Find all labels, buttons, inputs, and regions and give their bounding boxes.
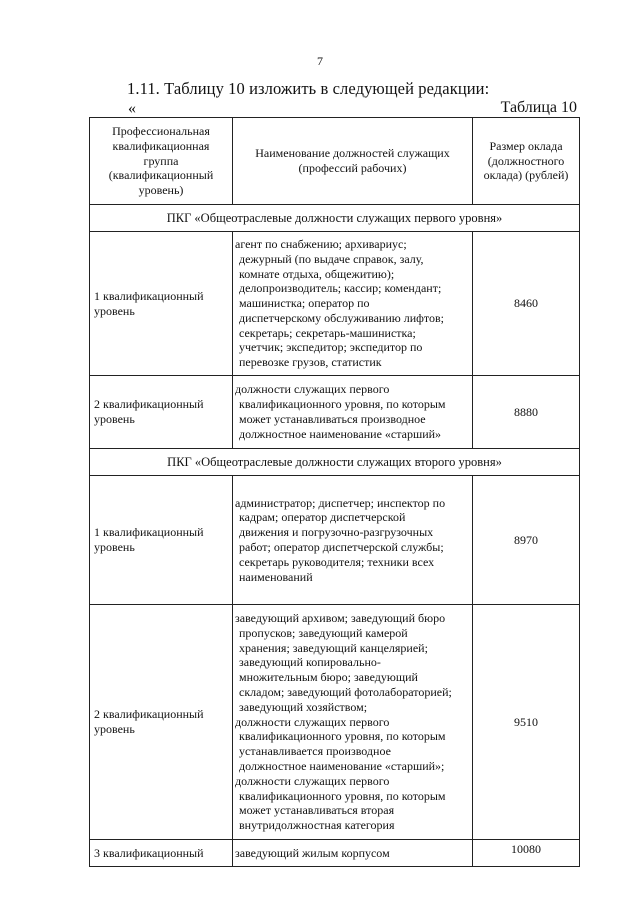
position-name-line: диспетчерскому обслуживанию лифтов; (239, 310, 445, 325)
position-name-line: учетчик; экспедитор; экспедитор по (239, 340, 423, 355)
table-title: Таблица 10 (500, 99, 577, 116)
position-name-line: должностное наименование «старший»; (239, 758, 445, 773)
salary-value: 8970 (473, 476, 580, 605)
position-name-line: агент по снабжению; архивариус; (235, 236, 407, 251)
position-name-line: заведующий жилым корпусом (235, 845, 390, 860)
position-name-line: квалификационного уровня, по которым (239, 788, 446, 803)
section-heading: 1.11. Таблицу 10 изложить в следующей редакции: (127, 79, 490, 98)
position-name-line: множительным бюро; заведующий (239, 670, 418, 685)
position-name-line: хранения; заведующий канцелярией; (239, 640, 428, 655)
group-title: ПКГ «Общеотраслевые должности служащих первого уровня» (90, 205, 580, 232)
table-row (90, 376, 580, 449)
position-name-line: должности служащих первого (235, 773, 390, 788)
position-name-line: комнате отдыха, общежитию); (239, 266, 395, 281)
table-row (90, 232, 580, 376)
qualification-level: 1 квалификационный уровень (90, 232, 233, 376)
position-name-line: квалификационного уровня, по которым (239, 729, 446, 744)
position-names (233, 840, 473, 867)
position-name-line: может устанавливаться вторая (239, 803, 395, 818)
position-name-line: администратор; диспетчер; инспектор по (235, 495, 446, 510)
salary-value: 8880 (473, 376, 580, 449)
position-name-line: дежурный (по выдаче справок, залу, (239, 251, 424, 266)
salary-value: 9510 (473, 605, 580, 840)
position-names (233, 376, 473, 449)
salary-value: 8460 (473, 232, 580, 376)
header-cell-salary: Размер оклада (должностного оклада) (рублей) (473, 118, 580, 205)
table-row (90, 605, 580, 840)
position-name-line: секретарь руководителя; техники всех (239, 554, 435, 569)
position-name-line: складом; заведующий фотолабораторией; (239, 685, 452, 699)
position-names (233, 605, 473, 840)
position-name-line: должности служащих первого (235, 714, 390, 729)
position-names (233, 476, 473, 605)
position-name-line: наименований (239, 569, 313, 584)
salary-value: 10080 (473, 840, 580, 867)
position-name-line: может устанавливаться производное (239, 412, 426, 426)
qualification-level: 1 квалификационный уровень (90, 476, 233, 605)
position-name-line: кадрам; оператор диспетчерской (239, 510, 406, 525)
group-row (90, 449, 580, 476)
qualification-level: 2 квалификационный уровень (90, 376, 233, 449)
table-row (90, 476, 580, 605)
position-name-line: движения и погрузочно-разгрузочных (239, 525, 434, 540)
position-name-line: машинистка; оператор по (239, 296, 370, 311)
position-name-line: должности служащих первого (235, 382, 390, 397)
position-name-line: делопроизводитель; кассир; комендант; (239, 281, 442, 296)
table-row (90, 840, 580, 867)
position-name-line: внутридолжностная категория (239, 818, 395, 833)
group-title: ПКГ «Общеотраслевые должности служащих второго уровня» (90, 449, 580, 476)
position-names (233, 232, 473, 376)
page-number: 7 (317, 54, 323, 68)
position-name-line: заведующий копировально- (239, 655, 381, 670)
opening-quote: « (128, 100, 136, 117)
qualification-level: 2 квалификационный уровень (90, 605, 233, 840)
qualification-level: 3 квалификационный (90, 840, 233, 867)
salary-table (89, 117, 580, 867)
position-name-line: перевозке грузов, статистик (239, 355, 382, 370)
position-name-line: пропусков; заведующий камерой (239, 625, 408, 640)
header-cell-group: Профессиональная квалификационная группа (квалификационный уровень) (90, 118, 233, 205)
position-name-line: квалификационного уровня, по которым (239, 397, 446, 412)
position-name-line: устанавливается производное (239, 744, 391, 759)
position-name-line: заведующий хозяйством; (239, 699, 368, 714)
table-header-row (90, 118, 580, 205)
position-name-line: работ; оператор диспетчерской службы; (239, 540, 444, 554)
position-name-line: должностное наименование «старший» (239, 426, 442, 441)
group-row (90, 205, 580, 232)
position-name-line: секретарь; секретарь-машинистка; (239, 325, 416, 340)
position-name-line: заведующий архивом; заведующий бюро (235, 611, 446, 626)
header-cell-positions: Наименование должностей служащих (профессий рабочих) (233, 118, 473, 205)
